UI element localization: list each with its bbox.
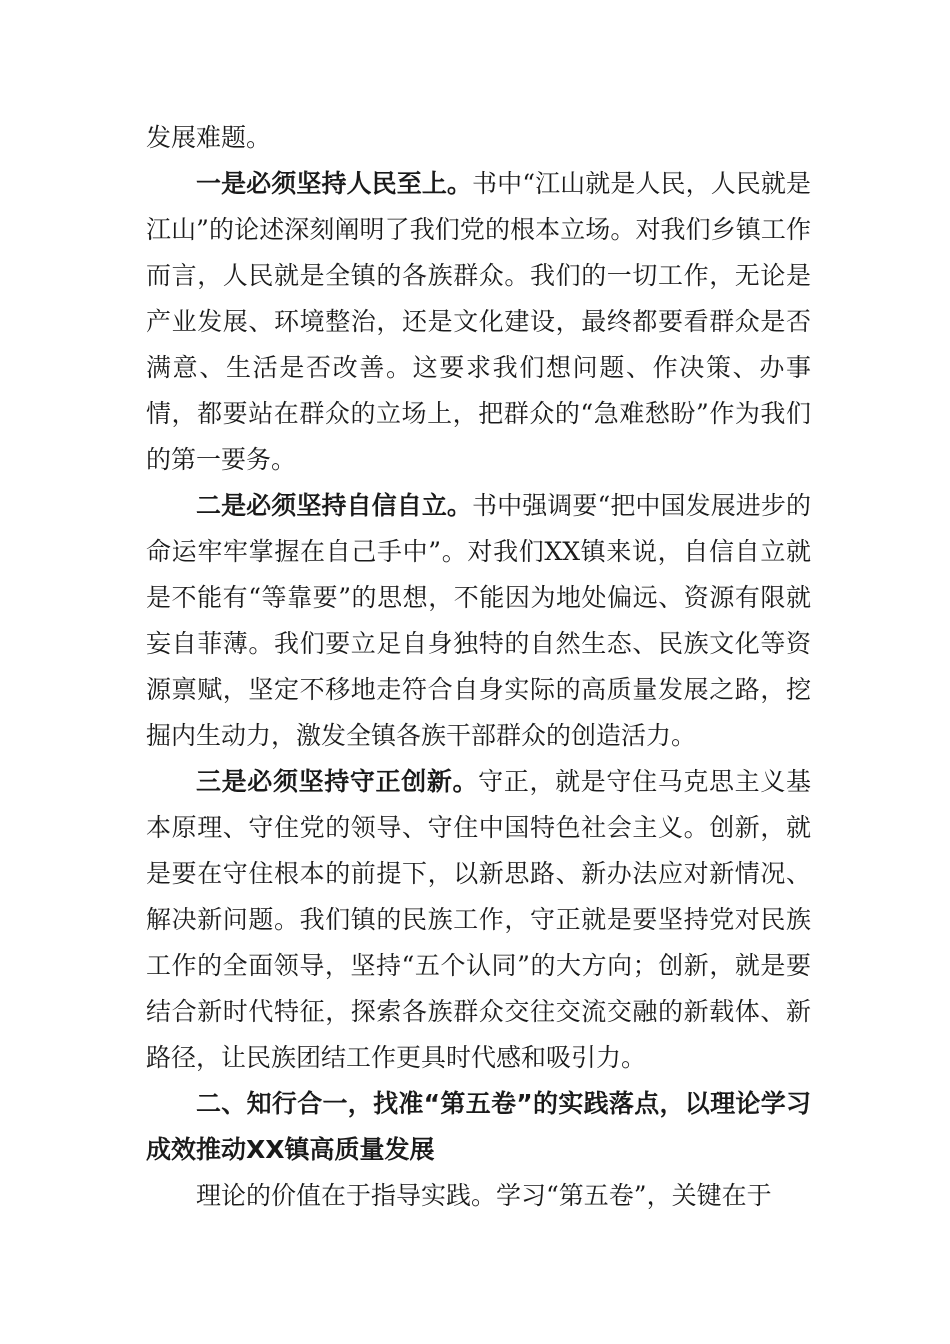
paragraph-body: 书中“江山就是人民，人民就是江山”的论述深刻阐明了我们党的根本立场。对我们乡镇工作而言，人民就是全镇的各族群众。我们的一切工作，无论是产业发展、环境整治，还是文化建设，最终都要看群众是否满意、生活是否改善。这要求我们想问题、作决策、办事情，都要站在群众的立场上，把群众的“急难愁盼”作为我们的第一要务。: [146, 169, 811, 474]
document-body: [146, 115, 811, 1219]
paragraph-body: 发展难题。: [146, 123, 272, 152]
paragraph-closing: 理论的价值在于指导实践。学习“第五卷”，关键在于: [196, 1181, 772, 1210]
paragraph-continuation: [146, 115, 811, 161]
paragraph-lead: 二是必须坚持自信自立。: [196, 491, 473, 520]
paragraph-people-first: [146, 161, 811, 483]
paragraph-lead: 一是必须坚持人民至上。: [196, 169, 473, 198]
paragraph-body: 守正，就是守住马克思主义基本原理、守住党的领导、守住中国特色社会主义。创新，就是要在守住根本的前提下，以新思路、新办法应对新情况、解决新问题。我们镇的民族工作，守正就是要坚持党对民族工作的全面领导，坚持“五个认同”的大方向；创新，就是要结合新时代特征，探索各族群众交往交流交融的新载体、新路径，让民族团结工作更具时代感和吸引力。: [146, 767, 811, 1072]
paragraph-body: 书中强调要“把中国发展进步的命运牢牢掌握在自己手中”。对我们XX镇来说，自信自立就是不能有“等靠要”的思想，不能因为地处偏远、资源有限就妄自菲薄。我们要立足自身独特的自然生态、民族文化等资源禀赋，坚定不移地走符合自身实际的高质量发展之路，挖掘内生动力，激发全镇各族干部群众的创造活力。: [146, 491, 811, 750]
paragraph-innovation: [146, 759, 811, 1081]
paragraph-lead: 三是必须坚持守正创新。: [196, 767, 479, 796]
paragraph-self-reliance: [146, 483, 811, 759]
section-heading: 二、知行合一，找准“第五卷”的实践落点，以理论学习成效推动XX镇高质量发展: [146, 1089, 811, 1164]
